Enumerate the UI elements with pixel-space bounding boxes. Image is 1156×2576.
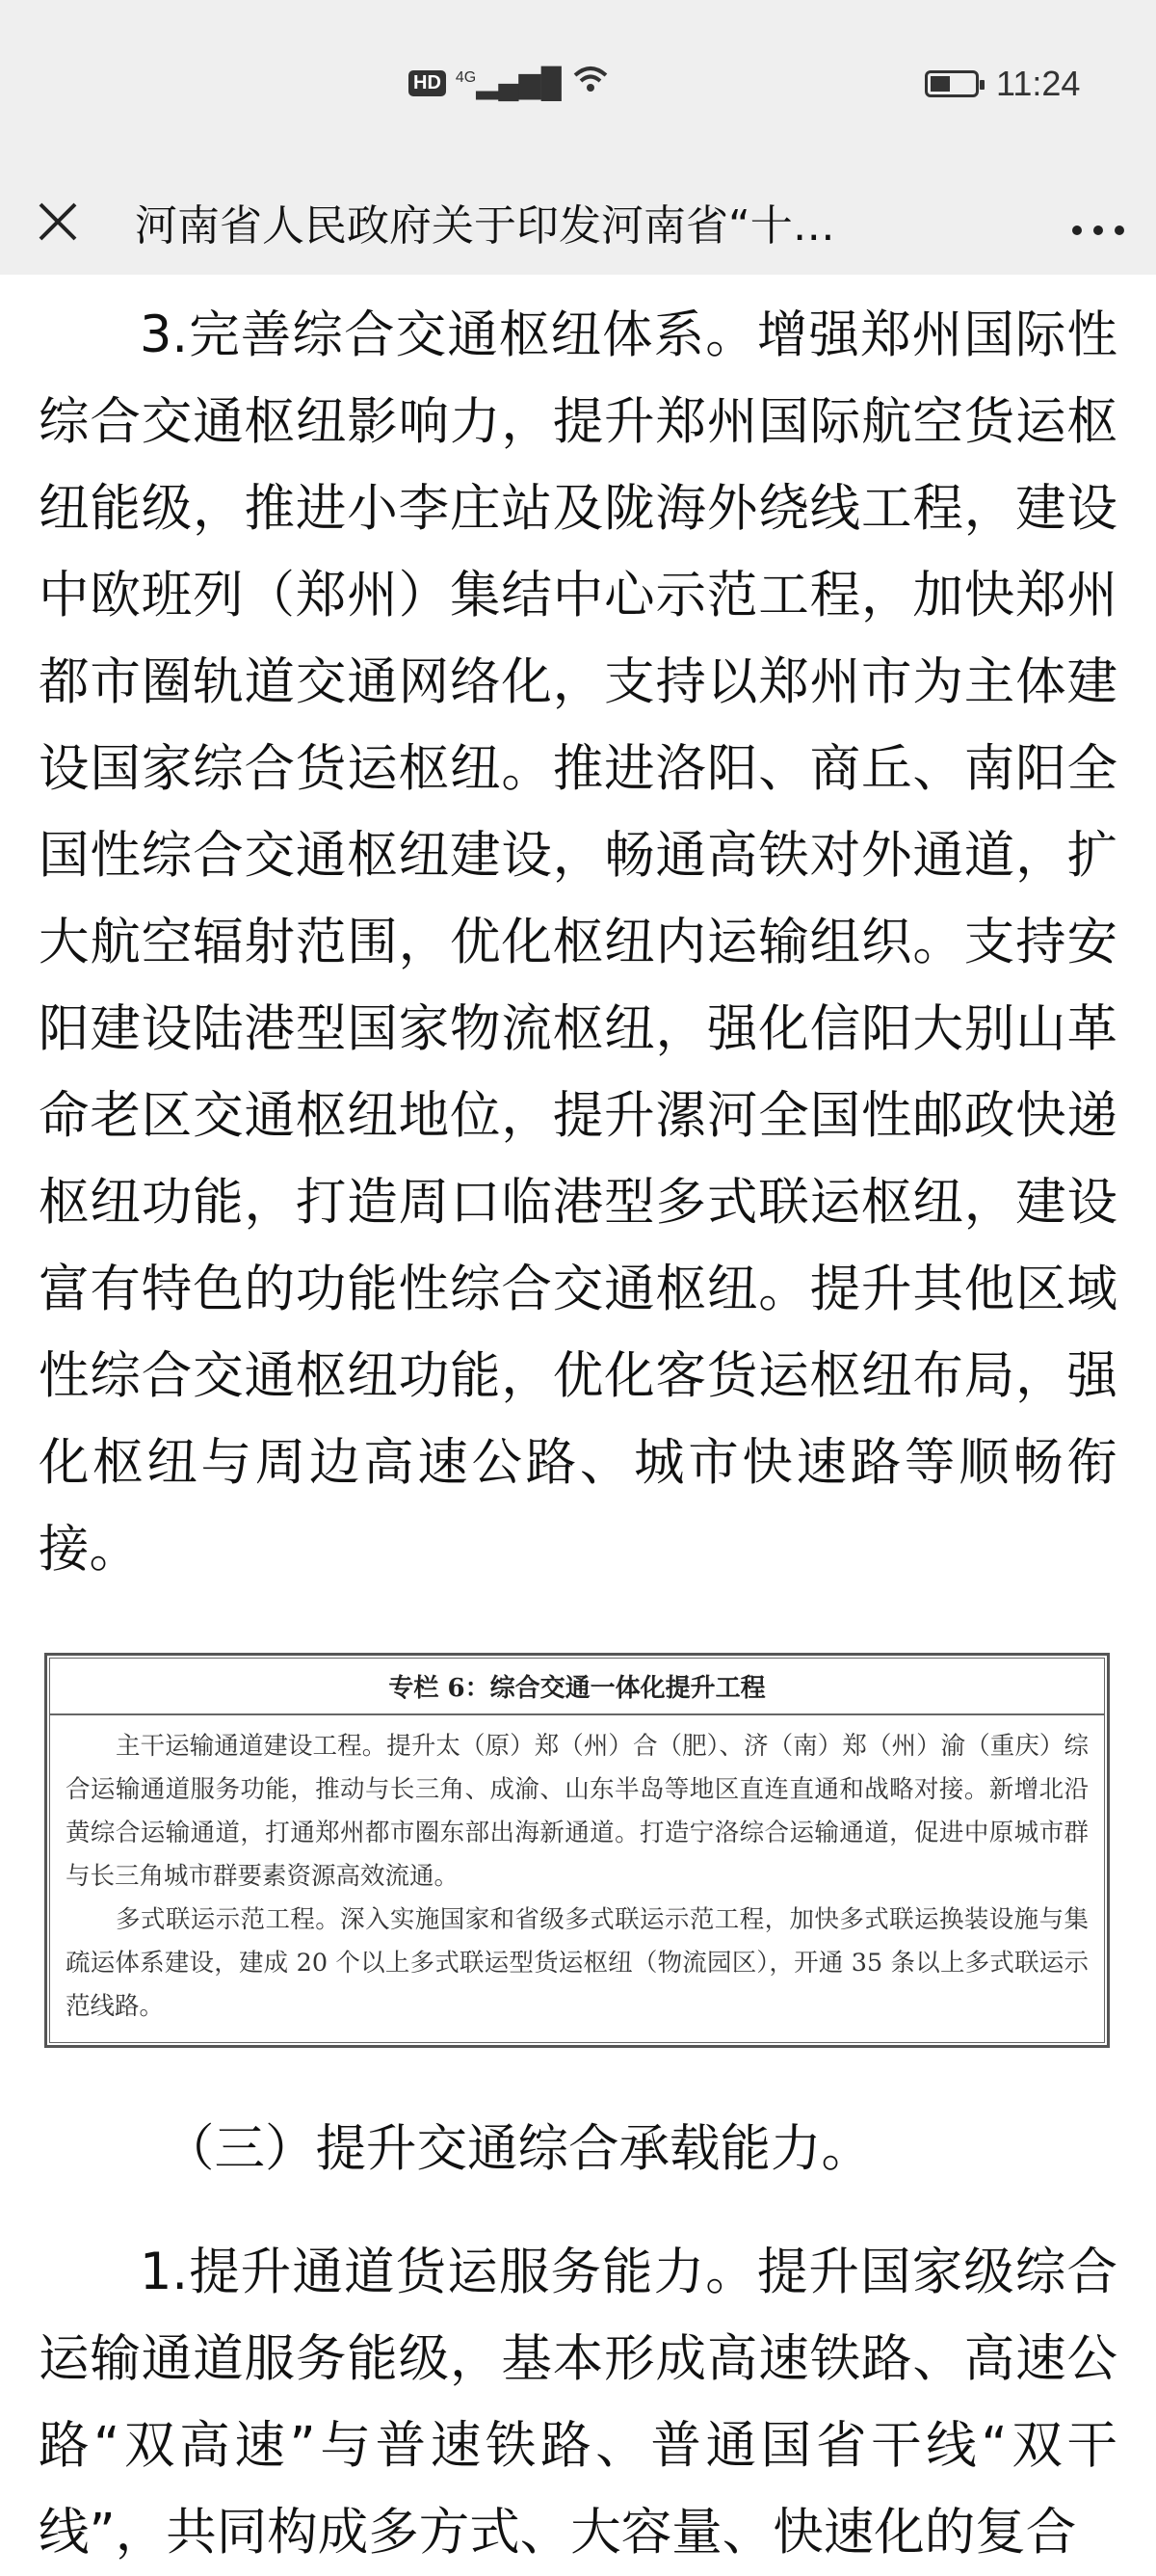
article-paragraph: 3.完善综合交通枢纽体系。增强郑州国际性综合交通枢纽影响力，提升郑州国际航空货运枢纽能级，推进小李庄站及陇海外绕线工程，建设中欧班列（郑州）集结中心示范工程，加快郑州都市圈轨道交通网络化，支持以郑州市为主体建设国家综合货运枢纽。推进洛阳、商丘、南阳全国性综合交通枢纽建设，畅通高铁对外通道，扩大航空辐射范围，优化枢纽内运输组织。支持安阳建设陆港型国家物流枢纽，强化信阳大别山革命老区交通枢纽地位，提升漯河全国性邮政快递枢纽功能，打造周口临港型多式联运枢纽，建设富有特色的功能性综合交通枢纽。提升其他区域性综合交通枢纽功能，优化客货运枢纽布局，强化枢纽与周边高速公路、城市快速路等顺畅衔接。	[39, 305, 1117, 1579]
battery-icon	[925, 70, 979, 97]
title-bar	[0, 169, 1156, 275]
signal-icon: $^{4G}$▂▄▆█	[455, 66, 562, 99]
section-heading: （三）提升交通综合承载能力。	[164, 2119, 873, 2178]
column-box	[44, 1653, 1110, 2048]
box-paragraph: 多式联运示范工程。深入实施国家和省级多式联运示范工程，加快多式联运换装设施与集疏运体系建设，建成 20 个以上多式联运型货运枢纽（物流园区），开通 35 条以上多式联运示范线路。	[66, 1905, 1089, 2021]
network-type: 4G	[455, 68, 477, 86]
more-icon[interactable]	[1069, 199, 1127, 245]
box-body	[50, 1715, 1104, 2042]
battery-time	[925, 64, 1080, 104]
article-content	[0, 275, 1156, 2576]
box-title: 专栏 6：综合交通一体化提升工程	[50, 1659, 1104, 1715]
wifi-icon	[571, 64, 610, 102]
clock: 11:24	[996, 64, 1081, 103]
hd-icon: HD	[408, 70, 446, 96]
status-bar	[0, 0, 1156, 169]
page-title: 河南省人民政府关于印发河南省“十…	[135, 201, 835, 251]
close-icon[interactable]	[29, 193, 87, 251]
box-paragraph: 主干运输通道建设工程。提升太（原）郑（州）合（肥）、济（南）郑（州）渝（重庆）综合运输通道服务功能，推动与长三角、成渝、山东半岛等地区直连直通和战略对接。新增北沿黄综合运输通道，打通郑州都市圈东部出海新通道。打造宁洛综合运输通道，促进中原城市群与长三角城市群要素资源高效流通。	[66, 1732, 1089, 1891]
status-icons	[408, 64, 610, 102]
article-paragraph: 1.提升通道货运服务能力。提升国家级综合运输通道服务能级，基本形成高速铁路、高速公路“双高速”与普速铁路、普通国省干线“双干线”，共同构成多方式、大容量、快速化的复合	[39, 2243, 1117, 2562]
